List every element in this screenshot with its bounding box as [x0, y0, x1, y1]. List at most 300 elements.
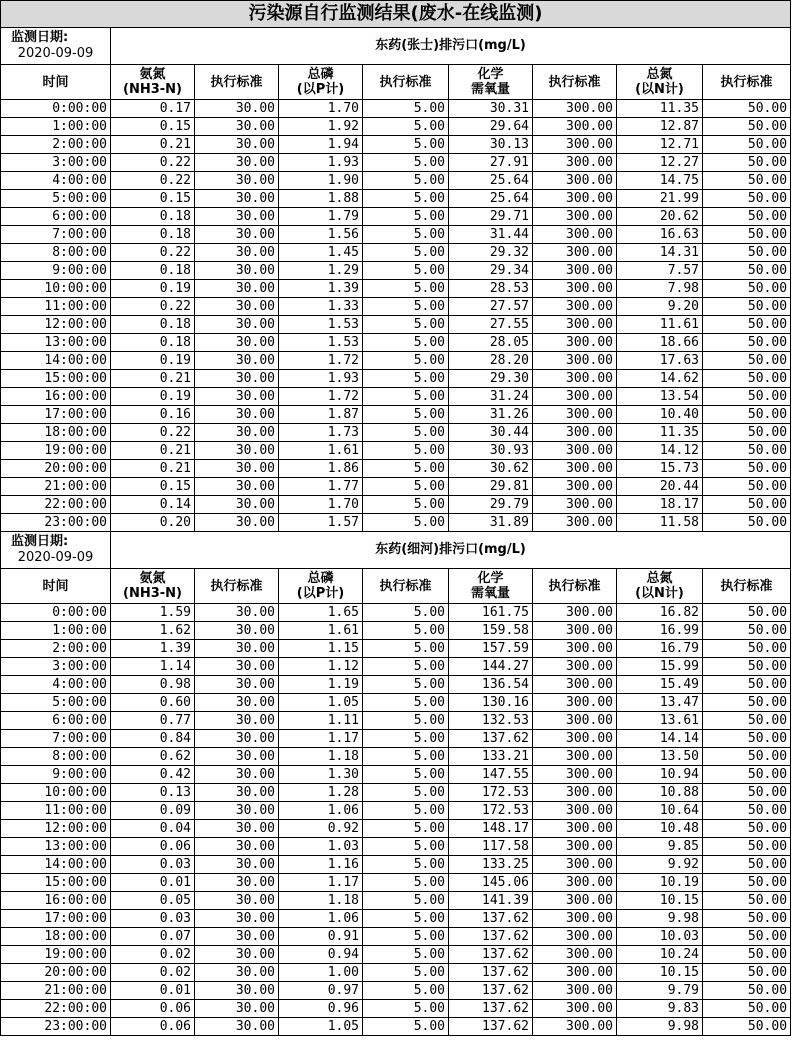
value-cell: 300.00 — [533, 730, 617, 748]
value-cell: 30.00 — [195, 514, 279, 532]
column-header — [617, 65, 703, 100]
column-header — [363, 569, 449, 604]
value-cell: 159.58 — [449, 622, 533, 640]
value-cell: 30.00 — [195, 676, 279, 694]
value-cell: 27.55 — [449, 316, 533, 334]
value-cell: 10.24 — [617, 946, 703, 964]
value-cell: 300.00 — [533, 460, 617, 478]
value-cell: 50.00 — [703, 856, 791, 874]
column-header — [617, 569, 703, 604]
column-header-line1: 总磷 — [307, 67, 334, 82]
value-cell: 5.00 — [363, 496, 449, 514]
value-cell: 300.00 — [533, 676, 617, 694]
value-cell: 30.00 — [195, 1000, 279, 1018]
value-cell: 0.09 — [111, 802, 195, 820]
value-cell: 300.00 — [533, 712, 617, 730]
value-cell: 30.00 — [195, 946, 279, 964]
value-cell: 5.00 — [363, 478, 449, 496]
value-cell: 137.62 — [449, 730, 533, 748]
value-cell: 10.40 — [617, 406, 703, 424]
time-cell: 7:00:00 — [1, 730, 111, 748]
table-row — [1, 172, 791, 190]
value-cell: 30.00 — [195, 172, 279, 190]
value-cell: 300.00 — [533, 388, 617, 406]
value-cell: 5.00 — [363, 406, 449, 424]
value-cell: 1.57 — [279, 514, 363, 532]
table-row — [1, 208, 791, 226]
value-cell: 11.35 — [617, 424, 703, 442]
value-cell: 30.00 — [195, 964, 279, 982]
time-cell: 8:00:00 — [1, 244, 111, 262]
table-row — [1, 874, 791, 892]
value-cell: 50.00 — [703, 1018, 791, 1036]
table-row — [1, 658, 791, 676]
section-header-row — [1, 28, 791, 65]
value-cell: 1.19 — [279, 676, 363, 694]
value-cell: 0.06 — [111, 838, 195, 856]
value-cell: 30.00 — [195, 208, 279, 226]
time-cell: 11:00:00 — [1, 802, 111, 820]
column-header-line2: (以N计) — [635, 82, 684, 97]
value-cell: 14.31 — [617, 244, 703, 262]
value-cell: 30.93 — [449, 442, 533, 460]
value-cell: 30.00 — [195, 712, 279, 730]
value-cell: 1.16 — [279, 856, 363, 874]
time-cell: 1:00:00 — [1, 118, 111, 136]
value-cell: 300.00 — [533, 406, 617, 424]
column-header-line1: 化学 — [477, 67, 504, 82]
table-row — [1, 1000, 791, 1018]
value-cell: 30.00 — [195, 784, 279, 802]
value-cell: 1.14 — [111, 658, 195, 676]
table-row — [1, 136, 791, 154]
value-cell: 5.00 — [363, 604, 449, 622]
value-cell: 5.00 — [363, 100, 449, 118]
column-header-line1: 总氮 — [646, 67, 673, 82]
value-cell: 0.22 — [111, 172, 195, 190]
value-cell: 300.00 — [533, 856, 617, 874]
value-cell: 16.79 — [617, 640, 703, 658]
value-cell: 300.00 — [533, 298, 617, 316]
value-cell: 9.20 — [617, 298, 703, 316]
table-row — [1, 352, 791, 370]
value-cell: 5.00 — [363, 1018, 449, 1036]
value-cell: 12.87 — [617, 118, 703, 136]
table-row — [1, 514, 791, 532]
value-cell: 0.02 — [111, 946, 195, 964]
value-cell: 300.00 — [533, 802, 617, 820]
value-cell: 29.71 — [449, 208, 533, 226]
value-cell: 300.00 — [533, 874, 617, 892]
column-header-line1: 执行标准 — [720, 74, 773, 90]
column-header-line1: 执行标准 — [210, 74, 263, 90]
value-cell: 5.00 — [363, 946, 449, 964]
outlet-name: 东药(张士)排污口(mg/L) — [111, 28, 791, 65]
table-row — [1, 334, 791, 352]
value-cell: 11.35 — [617, 100, 703, 118]
value-cell: 30.00 — [195, 334, 279, 352]
value-cell: 29.34 — [449, 262, 533, 280]
value-cell: 0.18 — [111, 226, 195, 244]
value-cell: 300.00 — [533, 748, 617, 766]
value-cell: 15.49 — [617, 676, 703, 694]
value-cell: 50.00 — [703, 874, 791, 892]
value-cell: 5.00 — [363, 640, 449, 658]
value-cell: 5.00 — [363, 334, 449, 352]
value-cell: 30.00 — [195, 856, 279, 874]
time-cell: 0:00:00 — [1, 604, 111, 622]
value-cell: 0.19 — [111, 352, 195, 370]
value-cell: 5.00 — [363, 784, 449, 802]
column-header-line1: 总磷 — [307, 571, 334, 586]
value-cell: 50.00 — [703, 496, 791, 514]
time-cell: 10:00:00 — [1, 784, 111, 802]
value-cell: 161.75 — [449, 604, 533, 622]
value-cell: 0.03 — [111, 910, 195, 928]
value-cell: 1.72 — [279, 388, 363, 406]
table-row — [1, 388, 791, 406]
value-cell: 300.00 — [533, 910, 617, 928]
value-cell: 0.03 — [111, 856, 195, 874]
table-row — [1, 784, 791, 802]
value-cell: 20.44 — [617, 478, 703, 496]
value-cell: 25.64 — [449, 172, 533, 190]
table-row — [1, 766, 791, 784]
value-cell: 5.00 — [363, 622, 449, 640]
value-cell: 50.00 — [703, 1000, 791, 1018]
value-cell: 5.00 — [363, 118, 449, 136]
value-cell: 137.62 — [449, 910, 533, 928]
value-cell: 300.00 — [533, 370, 617, 388]
table-row — [1, 730, 791, 748]
value-cell: 30.00 — [195, 604, 279, 622]
column-header-line1: 执行标准 — [720, 578, 773, 594]
value-cell: 144.27 — [449, 658, 533, 676]
value-cell: 5.00 — [363, 460, 449, 478]
value-cell: 10.03 — [617, 928, 703, 946]
value-cell: 30.00 — [195, 190, 279, 208]
value-cell: 16.63 — [617, 226, 703, 244]
value-cell: 25.64 — [449, 190, 533, 208]
value-cell: 9.85 — [617, 838, 703, 856]
column-header-line2: 需氧量 — [470, 586, 510, 601]
value-cell: 50.00 — [703, 928, 791, 946]
time-cell: 1:00:00 — [1, 622, 111, 640]
value-cell: 300.00 — [533, 316, 617, 334]
value-cell: 5.00 — [363, 712, 449, 730]
value-cell: 30.00 — [195, 154, 279, 172]
value-cell: 50.00 — [703, 640, 791, 658]
value-cell: 132.53 — [449, 712, 533, 730]
value-cell: 1.05 — [279, 694, 363, 712]
value-cell: 14.12 — [617, 442, 703, 460]
table-row — [1, 478, 791, 496]
value-cell: 1.87 — [279, 406, 363, 424]
value-cell: 30.00 — [195, 892, 279, 910]
column-header — [111, 569, 195, 604]
value-cell: 9.98 — [617, 1018, 703, 1036]
value-cell: 30.00 — [195, 118, 279, 136]
time-cell: 9:00:00 — [1, 766, 111, 784]
value-cell: 300.00 — [533, 172, 617, 190]
value-cell: 50.00 — [703, 478, 791, 496]
value-cell: 137.62 — [449, 964, 533, 982]
value-cell: 0.19 — [111, 280, 195, 298]
value-cell: 0.06 — [111, 1018, 195, 1036]
value-cell: 0.96 — [279, 1000, 363, 1018]
value-cell: 28.20 — [449, 352, 533, 370]
value-cell: 50.00 — [703, 334, 791, 352]
value-cell: 30.13 — [449, 136, 533, 154]
value-cell: 1.15 — [279, 640, 363, 658]
time-cell: 13:00:00 — [1, 838, 111, 856]
value-cell: 141.39 — [449, 892, 533, 910]
time-cell: 19:00:00 — [1, 946, 111, 964]
value-cell: 147.55 — [449, 766, 533, 784]
value-cell: 0.22 — [111, 244, 195, 262]
value-cell: 136.54 — [449, 676, 533, 694]
value-cell: 1.17 — [279, 730, 363, 748]
value-cell: 31.89 — [449, 514, 533, 532]
value-cell: 1.29 — [279, 262, 363, 280]
column-header — [195, 569, 279, 604]
value-cell: 145.06 — [449, 874, 533, 892]
time-cell: 21:00:00 — [1, 982, 111, 1000]
value-cell: 1.61 — [279, 442, 363, 460]
value-cell: 300.00 — [533, 622, 617, 640]
value-cell: 1.77 — [279, 478, 363, 496]
value-cell: 5.00 — [363, 658, 449, 676]
value-cell: 300.00 — [533, 946, 617, 964]
table-row — [1, 190, 791, 208]
table-row — [1, 226, 791, 244]
value-cell: 137.62 — [449, 982, 533, 1000]
time-cell: 20:00:00 — [1, 460, 111, 478]
value-cell: 300.00 — [533, 1018, 617, 1036]
value-cell: 15.73 — [617, 460, 703, 478]
time-cell: 0:00:00 — [1, 100, 111, 118]
value-cell: 5.00 — [363, 1000, 449, 1018]
table-row — [1, 604, 791, 622]
value-cell: 10.64 — [617, 802, 703, 820]
table-row — [1, 640, 791, 658]
value-cell: 1.65 — [279, 604, 363, 622]
column-header-line1: 时间 — [42, 578, 69, 594]
time-cell: 19:00:00 — [1, 442, 111, 460]
value-cell: 50.00 — [703, 676, 791, 694]
value-cell: 1.73 — [279, 424, 363, 442]
table-row — [1, 820, 791, 838]
value-cell: 50.00 — [703, 244, 791, 262]
value-cell: 0.77 — [111, 712, 195, 730]
value-cell: 50.00 — [703, 964, 791, 982]
time-cell: 17:00:00 — [1, 406, 111, 424]
value-cell: 1.94 — [279, 136, 363, 154]
value-cell: 50.00 — [703, 424, 791, 442]
value-cell: 30.00 — [195, 766, 279, 784]
value-cell: 50.00 — [703, 892, 791, 910]
value-cell: 0.22 — [111, 154, 195, 172]
value-cell: 0.21 — [111, 442, 195, 460]
value-cell: 1.93 — [279, 154, 363, 172]
value-cell: 300.00 — [533, 964, 617, 982]
value-cell: 27.91 — [449, 154, 533, 172]
value-cell: 50.00 — [703, 298, 791, 316]
value-cell: 29.32 — [449, 244, 533, 262]
value-cell: 1.28 — [279, 784, 363, 802]
value-cell: 13.54 — [617, 388, 703, 406]
column-header-line1: 执行标准 — [379, 578, 432, 594]
value-cell: 12.27 — [617, 154, 703, 172]
value-cell: 172.53 — [449, 802, 533, 820]
value-cell: 300.00 — [533, 640, 617, 658]
value-cell: 9.98 — [617, 910, 703, 928]
column-header-line2: (NH3-N) — [123, 82, 182, 97]
date-value: 2020-09-09 — [17, 46, 94, 61]
value-cell: 0.13 — [111, 784, 195, 802]
value-cell: 50.00 — [703, 118, 791, 136]
column-header-line2: (以P计) — [296, 586, 345, 601]
value-cell: 0.22 — [111, 424, 195, 442]
value-cell: 117.58 — [449, 838, 533, 856]
value-cell: 5.00 — [363, 316, 449, 334]
value-cell: 5.00 — [363, 820, 449, 838]
value-cell: 5.00 — [363, 874, 449, 892]
value-cell: 300.00 — [533, 226, 617, 244]
time-cell: 17:00:00 — [1, 910, 111, 928]
value-cell: 50.00 — [703, 694, 791, 712]
value-cell: 30.00 — [195, 820, 279, 838]
value-cell: 50.00 — [703, 838, 791, 856]
time-cell: 11:00:00 — [1, 298, 111, 316]
value-cell: 30.00 — [195, 730, 279, 748]
value-cell: 300.00 — [533, 892, 617, 910]
value-cell: 30.00 — [195, 406, 279, 424]
time-cell: 4:00:00 — [1, 172, 111, 190]
time-cell: 18:00:00 — [1, 424, 111, 442]
column-header — [363, 65, 449, 100]
value-cell: 300.00 — [533, 136, 617, 154]
value-cell: 1.05 — [279, 1018, 363, 1036]
value-cell: 13.47 — [617, 694, 703, 712]
column-header — [1, 569, 111, 604]
value-cell: 5.00 — [363, 892, 449, 910]
value-cell: 0.22 — [111, 298, 195, 316]
value-cell: 30.00 — [195, 640, 279, 658]
column-header — [533, 65, 617, 100]
time-cell: 3:00:00 — [1, 154, 111, 172]
time-cell: 10:00:00 — [1, 280, 111, 298]
value-cell: 50.00 — [703, 730, 791, 748]
value-cell: 29.79 — [449, 496, 533, 514]
value-cell: 300.00 — [533, 838, 617, 856]
table-row — [1, 280, 791, 298]
value-cell: 7.57 — [617, 262, 703, 280]
time-cell: 23:00:00 — [1, 1018, 111, 1036]
table-body — [1, 1, 791, 1036]
value-cell: 5.00 — [363, 694, 449, 712]
value-cell: 0.14 — [111, 496, 195, 514]
value-cell: 1.45 — [279, 244, 363, 262]
value-cell: 50.00 — [703, 370, 791, 388]
value-cell: 30.00 — [195, 388, 279, 406]
column-header-line1: 执行标准 — [548, 74, 601, 90]
table-row — [1, 928, 791, 946]
value-cell: 20.62 — [617, 208, 703, 226]
column-header-line1: 时间 — [42, 74, 69, 90]
value-cell: 1.06 — [279, 802, 363, 820]
value-cell: 30.00 — [195, 496, 279, 514]
time-cell: 23:00:00 — [1, 514, 111, 532]
value-cell: 300.00 — [533, 190, 617, 208]
value-cell: 0.92 — [279, 820, 363, 838]
time-cell: 2:00:00 — [1, 136, 111, 154]
value-cell: 13.50 — [617, 748, 703, 766]
value-cell: 50.00 — [703, 802, 791, 820]
value-cell: 0.04 — [111, 820, 195, 838]
value-cell: 0.20 — [111, 514, 195, 532]
value-cell: 5.00 — [363, 172, 449, 190]
value-cell: 1.30 — [279, 766, 363, 784]
value-cell: 9.83 — [617, 1000, 703, 1018]
value-cell: 1.11 — [279, 712, 363, 730]
time-cell: 8:00:00 — [1, 748, 111, 766]
value-cell: 30.00 — [195, 928, 279, 946]
value-cell: 27.57 — [449, 298, 533, 316]
value-cell: 13.61 — [617, 712, 703, 730]
value-cell: 30.00 — [195, 622, 279, 640]
value-cell: 5.00 — [363, 370, 449, 388]
value-cell: 5.00 — [363, 928, 449, 946]
value-cell: 21.99 — [617, 190, 703, 208]
column-header — [533, 569, 617, 604]
value-cell: 50.00 — [703, 982, 791, 1000]
value-cell: 1.61 — [279, 622, 363, 640]
column-header-line2: 需氧量 — [470, 82, 510, 97]
value-cell: 5.00 — [363, 910, 449, 928]
table-row — [1, 406, 791, 424]
value-cell: 28.53 — [449, 280, 533, 298]
value-cell: 0.01 — [111, 982, 195, 1000]
value-cell: 1.00 — [279, 964, 363, 982]
value-cell: 0.05 — [111, 892, 195, 910]
value-cell: 50.00 — [703, 406, 791, 424]
value-cell: 11.61 — [617, 316, 703, 334]
value-cell: 300.00 — [533, 496, 617, 514]
value-cell: 0.18 — [111, 262, 195, 280]
value-cell: 300.00 — [533, 820, 617, 838]
value-cell: 5.00 — [363, 856, 449, 874]
value-cell: 1.33 — [279, 298, 363, 316]
value-cell: 30.00 — [195, 982, 279, 1000]
value-cell: 17.63 — [617, 352, 703, 370]
value-cell: 30.00 — [195, 262, 279, 280]
table-row — [1, 964, 791, 982]
value-cell: 50.00 — [703, 604, 791, 622]
column-header — [703, 65, 791, 100]
value-cell: 50.00 — [703, 208, 791, 226]
value-cell: 1.62 — [111, 622, 195, 640]
column-header-line1: 执行标准 — [379, 74, 432, 90]
table-row — [1, 982, 791, 1000]
value-cell: 0.21 — [111, 136, 195, 154]
value-cell: 0.15 — [111, 190, 195, 208]
time-cell: 3:00:00 — [1, 658, 111, 676]
value-cell: 30.00 — [195, 460, 279, 478]
column-header-row — [1, 65, 791, 100]
column-header — [279, 569, 363, 604]
table-row — [1, 460, 791, 478]
